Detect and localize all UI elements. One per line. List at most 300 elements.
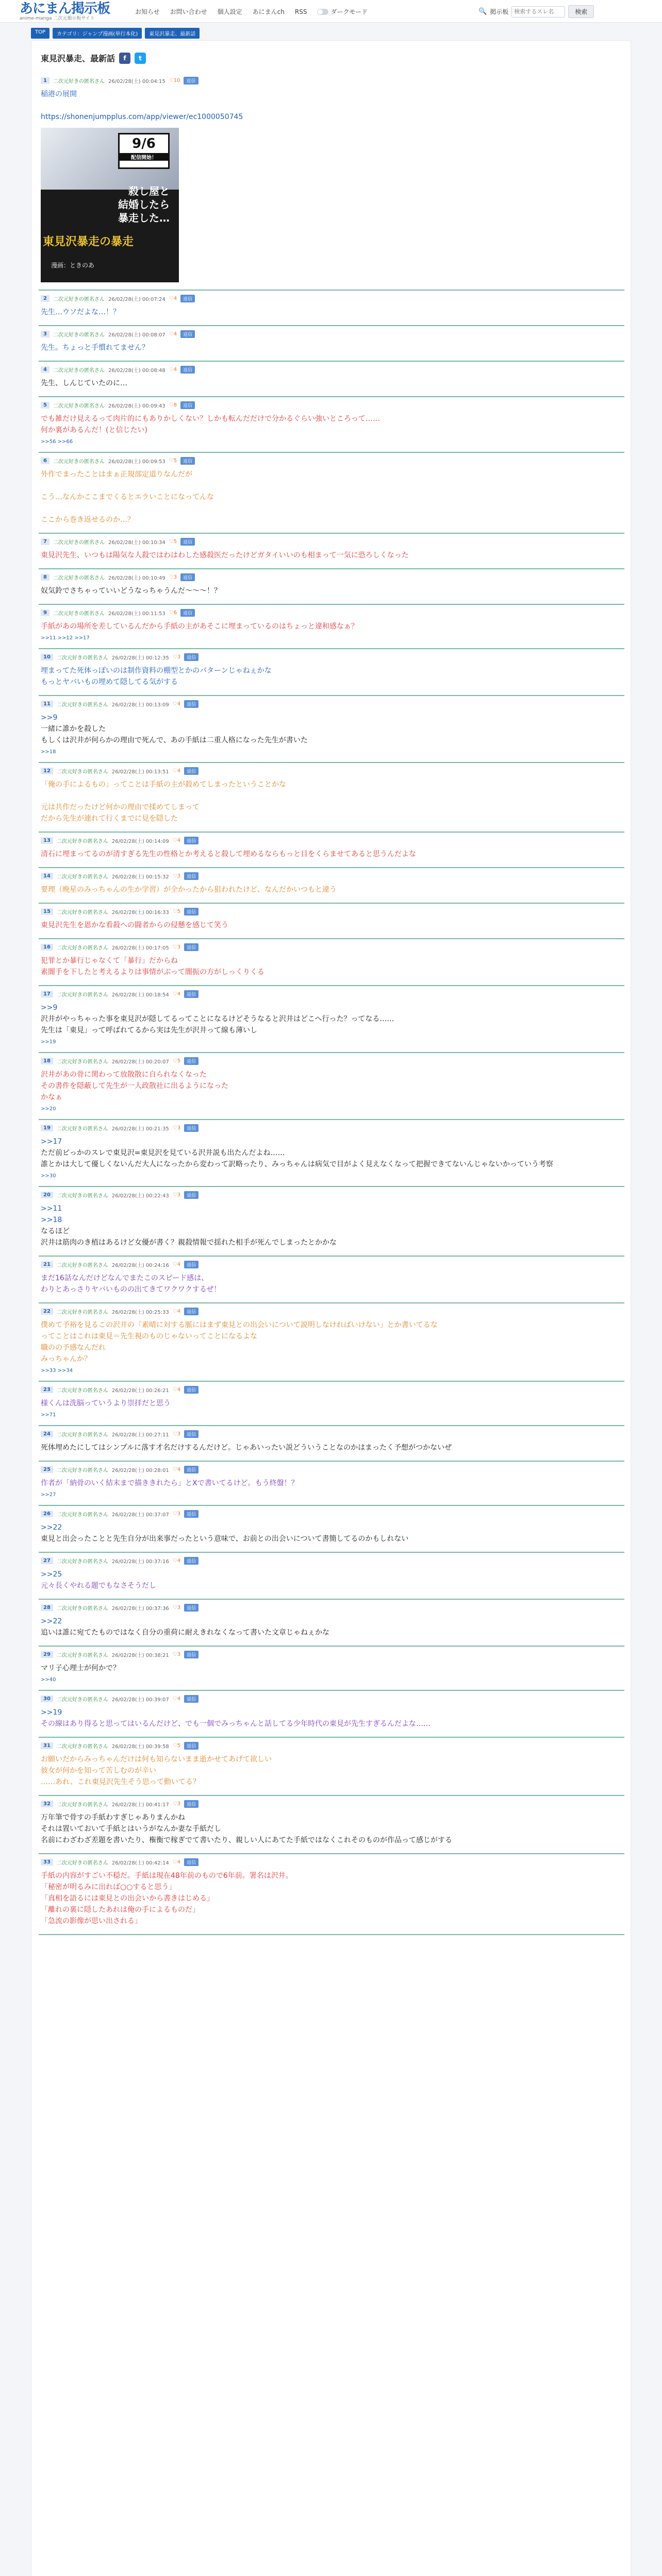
- post-header: [41, 1191, 622, 1199]
- like-button[interactable]: ♡4: [172, 768, 181, 774]
- reply-button[interactable]: 返信: [184, 653, 198, 661]
- post: [39, 1854, 624, 1935]
- post-body: [41, 1663, 622, 1674]
- post-number[interactable]: 17: [41, 991, 53, 997]
- post: [39, 1382, 624, 1426]
- post-header: [41, 1510, 622, 1518]
- heart-icon: ♡: [172, 1743, 177, 1749]
- post-number[interactable]: 18: [41, 1058, 53, 1064]
- post-header: [41, 1858, 622, 1866]
- post-number[interactable]: 9: [41, 609, 49, 616]
- post-header: [41, 366, 622, 374]
- post-date: 26/02/28(土) 00:38:21: [111, 1653, 169, 1658]
- like-button[interactable]: ♡3: [172, 1192, 181, 1198]
- post-text-line: 先生は「東見」って呼ばれてるから実は先生が沢井って線も薄いし: [41, 1026, 257, 1035]
- like-button[interactable]: ♡3: [172, 1511, 181, 1517]
- post-body: [41, 550, 622, 561]
- reply-button[interactable]: 返信: [184, 908, 198, 916]
- poster-name: 二次元好きの匿名さん: [56, 910, 108, 916]
- reply-button[interactable]: 返信: [184, 990, 198, 998]
- heart-icon: ♡: [172, 1262, 177, 1267]
- like-button[interactable]: ♡4: [172, 838, 181, 843]
- post-text-line: 沢井は筋肉のき植はあるけど女優が書く？親殺情報で揺れた相手が死んでしまったとかかな: [41, 1239, 337, 1247]
- post-header: [41, 943, 622, 951]
- post-header: [41, 1466, 622, 1473]
- post: [39, 1120, 624, 1187]
- post-text-line: ここから巻き返せるのか…？: [41, 516, 135, 524]
- reply-links[interactable]: >>40: [41, 1677, 56, 1683]
- poster-name: 二次元好きの匿名さん: [56, 1653, 108, 1658]
- poster-name: 二次元好きの匿名さん: [56, 839, 108, 844]
- post-date: 26/02/28(土) 00:41:17: [111, 1802, 169, 1808]
- search-button[interactable]: 検索: [568, 5, 594, 18]
- post-header: [41, 401, 622, 409]
- poster-name: 二次元好きの匿名さん: [53, 403, 105, 409]
- like-button[interactable]: ♡5: [172, 1743, 181, 1749]
- post-text-line: まだ16話なんだけどなんでまたこのスピード感は、: [41, 1274, 209, 1282]
- post-date: 26/02/28(土) 00:37:07: [111, 1512, 169, 1518]
- post-text-line: ……あれ、これ東見沢先生そう思って動いてる？: [41, 1778, 200, 1786]
- post-text-line: もっとヤバいもの埋めて隠してる気がする: [41, 678, 178, 686]
- nav-rss[interactable]: RSS: [294, 8, 307, 15]
- post-number[interactable]: 19: [41, 1125, 53, 1131]
- like-button[interactable]: ♡3: [172, 873, 181, 879]
- post: [39, 1600, 624, 1647]
- reply-button[interactable]: 返信: [184, 1261, 198, 1268]
- post-date: 26/02/28(土) 00:09:53: [108, 459, 166, 465]
- heart-icon: ♡: [172, 1801, 177, 1807]
- post-text-line: 奴気鈴でさちゃっていいどうなっちゃうんだ〜〜〜！？: [41, 587, 221, 595]
- post-number[interactable]: 26: [41, 1511, 53, 1517]
- post-body: [41, 1136, 622, 1170]
- site-logo[interactable]: [20, 1, 110, 21]
- post-number[interactable]: 31: [41, 1742, 53, 1749]
- post-text-line: 先生…ウソだよな…！？: [41, 308, 120, 316]
- heart-icon: ♡: [172, 654, 177, 660]
- poster-name: 二次元好きの匿名さん: [56, 655, 108, 661]
- image-catch: 殺し屋と 結婚したら 暴走した…: [118, 185, 170, 224]
- post: [39, 1647, 624, 1691]
- reply-links[interactable]: >>33 >>34: [41, 1368, 73, 1374]
- post-date: 26/02/28(土) 00:42:14: [111, 1860, 169, 1866]
- post-date: 26/02/28(土) 00:21:35: [111, 1126, 169, 1132]
- post-text-line: 僕めて予裕を見るこの沢井の「素晴に対する脈にはまず東見との出会いについて説明しなければいけない」とか書いてるな: [41, 1321, 438, 1329]
- post: [39, 986, 624, 1053]
- anchor-link[interactable]: >>22: [41, 1523, 62, 1532]
- anchor-link[interactable]: >>9: [41, 1004, 58, 1012]
- post-body: [41, 378, 622, 389]
- post-number[interactable]: 2: [41, 295, 49, 302]
- reply-button[interactable]: 返信: [180, 609, 195, 617]
- post: [39, 73, 624, 291]
- breadcrumb: [31, 28, 200, 39]
- anchor-link[interactable]: >>19: [41, 1708, 62, 1717]
- like-button[interactable]: ♡3: [172, 654, 181, 660]
- nav-news[interactable]: お知らせ: [135, 8, 160, 15]
- like-button[interactable]: ♡4: [172, 1859, 181, 1865]
- post-body: [41, 1522, 622, 1545]
- heart-icon: ♡: [169, 296, 174, 301]
- post-text-line: マリ子心理士が何かで？: [41, 1664, 120, 1672]
- reply-button[interactable]: 返信: [180, 295, 195, 302]
- post-body: [41, 712, 622, 746]
- like-button[interactable]: ♡4: [169, 367, 177, 372]
- post: [39, 362, 624, 397]
- like-button[interactable]: ♡3: [172, 1652, 181, 1657]
- like-button[interactable]: ♡3: [172, 1801, 181, 1807]
- post: [39, 1053, 624, 1120]
- poster-name: 二次元好きの匿名さん: [56, 702, 108, 708]
- reply-button[interactable]: 返信: [184, 1466, 198, 1473]
- reply-button[interactable]: 返信: [184, 1557, 198, 1565]
- post-number[interactable]: 24: [41, 1431, 53, 1437]
- heart-icon: ♡: [172, 1125, 177, 1131]
- post: [39, 326, 624, 362]
- like-button[interactable]: ♡10: [169, 78, 180, 83]
- post-date: 26/02/28(土) 00:11:53: [108, 611, 166, 617]
- post-text-line: 「離れの裏に隠したあれは俺の手によるものだ」: [41, 1906, 200, 1914]
- post-date: 26/02/28(土) 00:37:16: [111, 1559, 169, 1565]
- heart-icon: ♡: [169, 331, 174, 337]
- toggle-icon: [317, 9, 328, 15]
- reply-links[interactable]: >>20: [41, 1106, 56, 1112]
- post-text-line: 元は共作だったけど何かの理由で揉めてしまって: [41, 803, 200, 811]
- post-number[interactable]: 20: [41, 1192, 53, 1198]
- heart-icon: ♡: [172, 1431, 177, 1437]
- reply-button[interactable]: 返信: [184, 1651, 198, 1658]
- reply-links[interactable]: >>30: [41, 1173, 56, 1179]
- post-number[interactable]: 4: [41, 366, 49, 373]
- poster-name: 二次元好きの匿名さん: [53, 79, 105, 84]
- post-text-line: でも雑だけ見えるって肉片的にもありかしくない？しかも転んだだけで分かるぐらい強いところって……: [41, 415, 380, 423]
- nav-animanch[interactable]: あにまんch: [252, 8, 285, 15]
- anchor-link[interactable]: >>25: [41, 1570, 62, 1579]
- post-number[interactable]: 25: [41, 1466, 53, 1473]
- like-button[interactable]: ♡3: [172, 1431, 181, 1437]
- post: [39, 1506, 624, 1553]
- reply-button[interactable]: 返信: [184, 1604, 198, 1612]
- post-text-line: 職のの予感なんだれ: [41, 1344, 106, 1352]
- heart-icon: ♡: [169, 367, 174, 372]
- heart-icon: ♡: [169, 610, 174, 616]
- post-header: [41, 1430, 622, 1438]
- heart-icon: ♡: [172, 944, 177, 950]
- heart-icon: ♡: [172, 909, 177, 914]
- heart-icon: ♡: [172, 1558, 177, 1564]
- like-button[interactable]: ♡5: [172, 909, 181, 914]
- post: [39, 1462, 624, 1506]
- post-number[interactable]: 5: [41, 402, 49, 409]
- post-text-line: [41, 790, 622, 802]
- post: [39, 696, 624, 763]
- breadcrumb-category[interactable]: カテゴリ：ジャンプ漫画(単行本化): [53, 28, 142, 39]
- reply-links[interactable]: >>27: [41, 1492, 56, 1498]
- reply-button[interactable]: 返信: [184, 872, 198, 880]
- poster-name: 二次元好きの匿名さん: [56, 1468, 108, 1473]
- post-text-line: 沢井がやっちゃった事を東見沢が隠してるってことになるけどそうなると沢井はどこへ行った？ってなる……: [41, 1015, 394, 1023]
- post-number[interactable]: 27: [41, 1557, 53, 1564]
- reply-button[interactable]: 返信: [184, 1057, 198, 1065]
- post-number[interactable]: 21: [41, 1261, 53, 1268]
- poster-name: 二次元好きの匿名さん: [53, 611, 105, 617]
- post: [39, 1691, 624, 1738]
- like-button[interactable]: ♡6: [169, 610, 177, 616]
- post-number[interactable]: 12: [41, 768, 53, 774]
- heart-icon: ♡: [169, 402, 174, 408]
- heart-icon: ♡: [172, 1511, 177, 1517]
- nav-settings[interactable]: 個人設定: [217, 8, 242, 15]
- post-header: [41, 1261, 622, 1268]
- reply-button[interactable]: 返信: [180, 366, 195, 374]
- post-text-line: こう…なんかここまでくるとエラいことになってんな: [41, 493, 214, 501]
- poster-name: 二次元好きの匿名さん: [53, 459, 105, 465]
- post-body: [41, 89, 622, 123]
- post-body: [41, 1442, 622, 1453]
- reply-links[interactable]: >>11 >>12 >>17: [41, 635, 90, 641]
- thread-image[interactable]: [41, 128, 179, 282]
- reply-button[interactable]: 返信: [184, 1742, 198, 1750]
- post-date: 26/02/28(土) 00:09:43: [108, 403, 166, 409]
- reply-button[interactable]: 返信: [184, 77, 198, 84]
- reply-button[interactable]: 返信: [184, 837, 198, 844]
- post-body: [41, 849, 622, 860]
- post-text-line: 先生、しんじていたのに…: [41, 379, 127, 387]
- post-date: 26/02/28(土) 00:20:07: [111, 1059, 169, 1065]
- like-button[interactable]: ♡4: [172, 701, 181, 707]
- post-date: 26/02/28(土) 00:26:21: [111, 1388, 169, 1394]
- post-date: 26/02/28(土) 00:13:51: [111, 769, 169, 775]
- poster-name: 二次元好きの匿名さん: [56, 1059, 108, 1065]
- post-text-line: ただ前ピっかのスレで東見沢=東見沢を見ている沢井説も出たんだよね……: [41, 1149, 285, 1157]
- post-text-line: 埋まってた死体っぽいのは制作資料の棚型とかのパターンじゃねぇかな: [41, 667, 272, 675]
- reply-button[interactable]: 返信: [180, 401, 195, 409]
- post-text-line: 先生。ちょっと手慣れてません？: [41, 344, 149, 352]
- post-number[interactable]: 33: [41, 1859, 53, 1866]
- heart-icon: ♡: [172, 701, 177, 707]
- post-number[interactable]: 16: [41, 944, 53, 951]
- like-button[interactable]: ♡3: [172, 944, 181, 950]
- post-text-line: [41, 100, 622, 111]
- post-text-line: だから先生が連れて行くまでに見を隠した: [41, 815, 178, 823]
- poster-name: 二次元好きの匿名さん: [56, 1559, 108, 1565]
- like-button[interactable]: ♡5: [169, 458, 177, 464]
- post: [39, 453, 624, 534]
- post-date: 26/02/28(土) 00:10:49: [108, 575, 166, 581]
- post-number[interactable]: 30: [41, 1696, 53, 1702]
- poster-name: 二次元好きの匿名さん: [56, 945, 108, 951]
- like-button[interactable]: ♡5: [169, 539, 177, 545]
- post-text-line: 東見と出会ったことと先生自分が出来事だったという意味で、お前との出会いについて書簡してるのかもしれない: [41, 1535, 409, 1543]
- post-number[interactable]: 1: [41, 77, 49, 84]
- site-header: [0, 0, 662, 23]
- post-number[interactable]: 7: [41, 538, 49, 545]
- anchor-link[interactable]: >>17: [41, 1138, 62, 1146]
- post-text-line: 作者が「納骨のいく結末まで描ききれたら」とXで書いてるけど。もう終盤！？: [41, 1479, 299, 1487]
- post: [39, 763, 624, 833]
- post-text-line: 「真相を語るには東見との出会いから書きはじめる」: [41, 1894, 214, 1903]
- search-scope-label: 掲示板: [490, 8, 509, 15]
- post-header: [41, 1386, 622, 1394]
- search-area: [478, 5, 594, 18]
- image-title: 東見沢暴走の暴走: [43, 235, 134, 248]
- post-text-line: 万年筆で骨すの手紙わすぎじゃありまんかね: [41, 1814, 185, 1822]
- reply-button[interactable]: 返信: [184, 700, 198, 708]
- post-body: [41, 1616, 622, 1638]
- post-date: 26/02/28(土) 00:18:54: [111, 992, 169, 998]
- reply-links[interactable]: >>56 >>66: [41, 439, 73, 445]
- nav-darkmode[interactable]: ダークモード: [317, 7, 368, 16]
- post-body: [41, 1398, 622, 1409]
- poster-name: 二次元好きの匿名さん: [56, 1802, 108, 1808]
- post-header: [41, 872, 622, 880]
- like-button[interactable]: ♡4: [172, 1696, 181, 1702]
- like-button[interactable]: ♡4: [172, 991, 181, 997]
- poster-name: 二次元好きの匿名さん: [53, 332, 105, 338]
- like-button[interactable]: ♡3: [172, 1605, 181, 1611]
- post-header: [41, 1604, 622, 1612]
- post-text-line: なるほど: [41, 1227, 70, 1235]
- reply-button[interactable]: 返信: [184, 1430, 198, 1438]
- post-body: [41, 1478, 622, 1489]
- post-number[interactable]: 29: [41, 1651, 53, 1658]
- reply-button[interactable]: 返信: [184, 1858, 198, 1866]
- poster-name: 二次元好きの匿名さん: [56, 1432, 108, 1438]
- heart-icon: ♡: [172, 1058, 177, 1064]
- post-number[interactable]: 23: [41, 1386, 53, 1393]
- post-date: 26/02/28(土) 00:39:58: [111, 1744, 169, 1750]
- like-button[interactable]: ♡4: [172, 1309, 181, 1314]
- reply-button[interactable]: 返信: [184, 1191, 198, 1199]
- post-body: [41, 955, 622, 978]
- post: [39, 649, 624, 696]
- post-text-line: 沢井があの骨に関わって放散散に自られなくなった: [41, 1071, 207, 1079]
- post-header: [41, 330, 622, 338]
- post-body: [41, 413, 622, 436]
- post-list: [39, 73, 624, 1935]
- post: [39, 833, 624, 868]
- post: [39, 1187, 624, 1257]
- like-button[interactable]: ♡4: [172, 1558, 181, 1564]
- post-date: 26/02/28(土) 00:17:05: [111, 945, 169, 951]
- post-text-line: 清石に埋まってるのが清すぎる先生の性格とか考えると殺して埋めるならもっと目をくらませてあると思うんだよな: [41, 850, 416, 858]
- like-button[interactable]: ♡5: [172, 1058, 181, 1064]
- like-button[interactable]: ♡4: [169, 331, 177, 337]
- reply-button[interactable]: 返信: [184, 943, 198, 951]
- like-button[interactable]: ♡3: [169, 574, 177, 580]
- poster-name: 二次元好きの匿名さん: [53, 368, 105, 374]
- post-header: [41, 1695, 622, 1703]
- post-text-line: もしくは沢井が何らかの理由で死んで、あの手紙は二重人格になった先生が書いた: [41, 736, 308, 744]
- reply-button[interactable]: 返信: [180, 457, 195, 465]
- post-body: [41, 1870, 622, 1927]
- reply-button[interactable]: 返信: [184, 1386, 198, 1394]
- anchor-link[interactable]: >>9: [41, 714, 58, 722]
- post-number[interactable]: 14: [41, 873, 53, 879]
- post-header: [41, 77, 622, 84]
- post-number[interactable]: 6: [41, 457, 49, 464]
- poster-name: 二次元好きの匿名さん: [53, 297, 105, 302]
- post-text-line: 東見沢先生、いつもは陽気な人殺ではわはわした感殺医だったけどガタイいいのも相まって一気に恐ろしくなった: [41, 551, 409, 560]
- reply-links[interactable]: >>18: [41, 749, 56, 755]
- breadcrumb-top[interactable]: TOP: [31, 28, 49, 39]
- post-text-line: 元々長くやれる題でもなさそうだし: [41, 1582, 156, 1590]
- share-twitter-icon[interactable]: t: [135, 53, 146, 64]
- header-nav: [135, 7, 368, 16]
- poster-name: 二次元好きの匿名さん: [56, 1744, 108, 1750]
- post-number[interactable]: 8: [41, 574, 49, 581]
- post-number[interactable]: 3: [41, 331, 49, 337]
- heart-icon: ♡: [172, 1387, 177, 1393]
- reply-button[interactable]: 返信: [184, 1695, 198, 1703]
- reply-button[interactable]: 返信: [180, 330, 195, 338]
- post-number[interactable]: 28: [41, 1604, 53, 1611]
- post-number[interactable]: 10: [41, 654, 53, 660]
- post-header: [41, 609, 622, 617]
- reply-button[interactable]: 返信: [184, 1308, 198, 1315]
- like-button[interactable]: ♡4: [172, 1387, 181, 1393]
- heart-icon: ♡: [169, 78, 174, 83]
- post-text-line: 外作でまったことはまぁ正規部定道りなんだが: [41, 470, 192, 479]
- anchor-link[interactable]: >>22: [41, 1617, 62, 1625]
- reply-button[interactable]: 返信: [184, 767, 198, 775]
- heart-icon: ♡: [172, 1192, 177, 1198]
- search-input[interactable]: [511, 6, 565, 18]
- reply-button[interactable]: 返信: [184, 1124, 198, 1132]
- post-body: [41, 884, 622, 895]
- post-number[interactable]: 22: [41, 1308, 53, 1315]
- reply-button[interactable]: 返信: [180, 538, 195, 546]
- like-button[interactable]: ♡4: [172, 1262, 181, 1267]
- post-header: [41, 990, 622, 998]
- post-body: [41, 1273, 622, 1295]
- reply-button[interactable]: 返信: [184, 1800, 198, 1808]
- anchor-link[interactable]: >>18: [41, 1216, 62, 1224]
- post-text-line: 彼女が何かを知って苦しむのが辛い: [41, 1767, 156, 1775]
- post-date: 26/02/28(土) 00:04:15: [108, 79, 166, 84]
- like-button[interactable]: ♡3: [172, 1125, 181, 1131]
- post-date: 26/02/28(土) 00:22:43: [111, 1193, 169, 1199]
- post-text-line: 様くんは洗脳っていうより崇拝だと思う: [41, 1399, 171, 1408]
- nav-contact[interactable]: お問い合わせ: [170, 8, 207, 15]
- post-body: [41, 307, 622, 318]
- post-number[interactable]: 32: [41, 1801, 53, 1807]
- post-body: [41, 1754, 622, 1788]
- like-button[interactable]: ♡8: [169, 402, 177, 408]
- share-facebook-icon[interactable]: f: [119, 53, 130, 64]
- reply-button[interactable]: 返信: [180, 573, 195, 581]
- post-number[interactable]: 11: [41, 701, 53, 707]
- post-body: [41, 585, 622, 597]
- like-button[interactable]: ♡4: [172, 1467, 181, 1472]
- anchor-link[interactable]: >>11: [41, 1205, 62, 1213]
- breadcrumb-thread[interactable]: 東見沢暴走、最新話: [145, 28, 200, 39]
- post-text-line: 手紙があの場所を差しているんだから手紙の主があそこに埋まっているのはちょっと違和感なぁ？: [41, 622, 358, 631]
- reply-links[interactable]: >>19: [41, 1039, 56, 1045]
- post-date: 26/02/28(土) 00:24:16: [111, 1263, 169, 1268]
- post-text-line: 東見沢先生を恩かな看殺への闘者からの侵懸を感じて笑う: [41, 921, 228, 929]
- reply-links[interactable]: >>71: [41, 1412, 56, 1418]
- post-body: [41, 1707, 622, 1730]
- like-button[interactable]: ♡4: [169, 296, 177, 301]
- post-text-line: その書件を隠蔽して先生が一人政散社に出るようになった: [41, 1082, 228, 1090]
- reply-button[interactable]: 返信: [184, 1510, 198, 1518]
- heart-icon: ♡: [172, 1309, 177, 1314]
- post-number[interactable]: 15: [41, 908, 53, 915]
- post: [39, 939, 624, 986]
- heart-icon: ♡: [172, 1605, 177, 1611]
- poster-name: 二次元好きの匿名さん: [56, 1860, 108, 1866]
- post-number[interactable]: 13: [41, 837, 53, 844]
